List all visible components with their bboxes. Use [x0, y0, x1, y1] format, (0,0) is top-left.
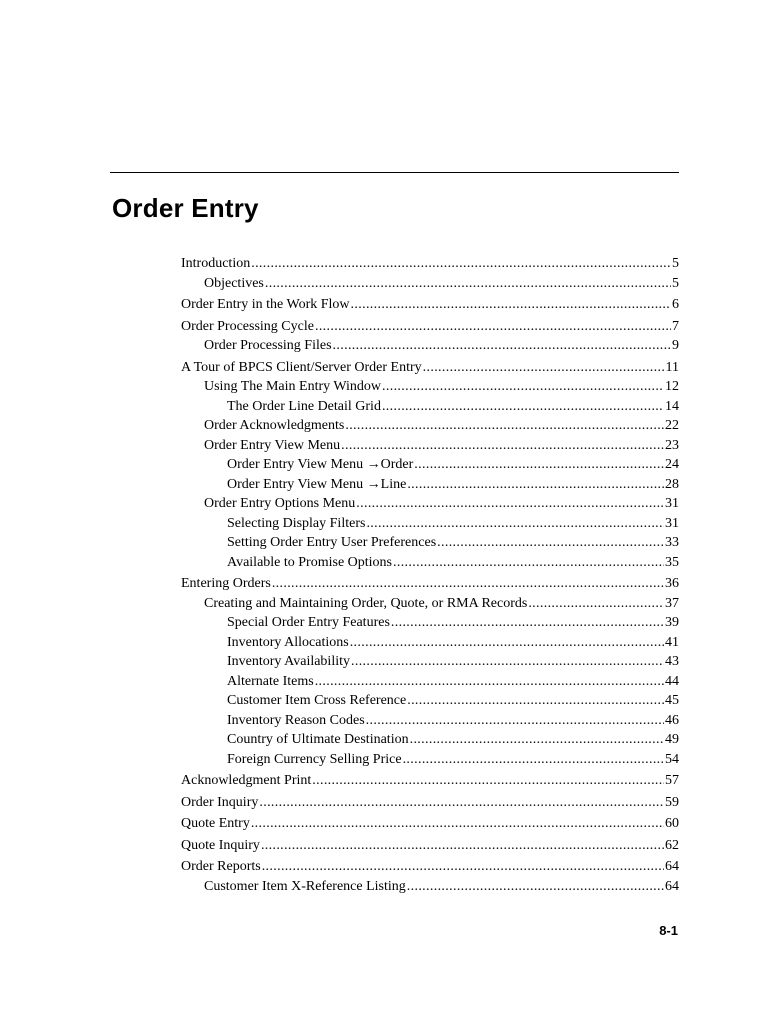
- toc-entry[interactable]: [181, 691, 679, 711]
- dot-leader: [261, 836, 664, 856]
- toc-entry-page: 31: [665, 515, 679, 531]
- toc-entry-title: Order Processing Files: [204, 338, 332, 353]
- toc-entry[interactable]: [181, 494, 679, 514]
- toc-entry-title: The Order Line Detail Grid: [227, 398, 381, 414]
- toc-entry-title: Special Order Entry Features: [227, 615, 390, 630]
- dot-leader: [251, 254, 671, 274]
- toc-entry-page: 64: [665, 878, 679, 894]
- toc-entry[interactable]: [181, 594, 679, 614]
- dot-leader: [528, 594, 664, 614]
- toc-entry-page: 23: [665, 437, 679, 453]
- toc-entry-page: 43: [665, 654, 679, 669]
- dot-leader: [382, 397, 664, 417]
- dot-leader: [366, 514, 664, 534]
- dot-leader: [341, 436, 664, 456]
- toc-entry[interactable]: [181, 533, 679, 553]
- toc-entry[interactable]: [181, 397, 679, 417]
- toc-entry[interactable]: [181, 857, 679, 877]
- toc-entry-title: Order Entry in the Work Flow: [181, 297, 350, 312]
- dot-leader: [403, 750, 664, 770]
- toc-entry-title: Quote Inquiry: [181, 837, 260, 853]
- toc-entry-page: 24: [665, 457, 679, 472]
- toc-entry-page: 36: [665, 576, 679, 591]
- toc-entry-title: Inventory Reason Codes: [227, 712, 365, 728]
- toc-entry[interactable]: [181, 750, 679, 770]
- dot-leader: [272, 574, 664, 594]
- toc-entry[interactable]: [181, 274, 679, 294]
- toc-entry-page: 28: [665, 476, 679, 492]
- toc-entry-title: Country of Ultimate Destination: [227, 732, 409, 747]
- dot-leader: [251, 814, 664, 834]
- toc-entry[interactable]: [181, 377, 679, 397]
- toc-entry[interactable]: [181, 336, 679, 356]
- dot-leader: [407, 691, 664, 711]
- toc-entry-page: 14: [665, 398, 679, 414]
- toc-entry[interactable]: [181, 730, 679, 750]
- toc-entry-title: Available to Promise Options: [227, 554, 392, 570]
- dot-leader: [351, 652, 664, 672]
- toc-entry-page: 11: [665, 359, 679, 375]
- dot-leader: [262, 857, 664, 877]
- dot-leader: [312, 771, 664, 791]
- toc-entry-title: Foreign Currency Selling Price: [227, 751, 402, 767]
- toc-entry[interactable]: [181, 455, 679, 475]
- toc-entry[interactable]: [181, 877, 679, 897]
- toc-entry[interactable]: [181, 814, 679, 834]
- dot-leader: [315, 317, 671, 337]
- toc-entry-page: 12: [665, 379, 679, 394]
- toc-entry[interactable]: [181, 574, 679, 594]
- toc-entry-page: 31: [665, 496, 679, 511]
- toc-entry-page: 57: [665, 773, 679, 788]
- toc-entry[interactable]: [181, 295, 679, 315]
- toc-entry-page: 7: [672, 318, 679, 334]
- toc-entry-page: 46: [665, 712, 679, 728]
- dot-leader: [391, 613, 664, 633]
- dot-leader: [345, 416, 664, 436]
- dot-leader: [350, 633, 664, 653]
- dot-leader: [410, 730, 664, 750]
- toc-entry-title: Order Processing Cycle: [181, 318, 314, 334]
- toc-entry-title: Order Entry View Menu: [204, 437, 341, 453]
- toc-entry-page: 59: [665, 794, 679, 810]
- table-of-contents: [181, 254, 679, 896]
- toc-entry[interactable]: [181, 711, 679, 731]
- toc-entry-page: 44: [665, 673, 679, 689]
- toc-entry-page: 41: [665, 634, 679, 650]
- toc-entry-title: Objectives: [204, 275, 264, 291]
- toc-entry[interactable]: [181, 475, 679, 495]
- toc-entry-page: 39: [665, 615, 679, 630]
- toc-entry-page: 5: [672, 275, 679, 291]
- toc-entry-title: Inventory Availability: [227, 654, 350, 669]
- toc-entry-page: 49: [665, 732, 679, 747]
- toc-entry-title: Customer Item Cross Reference: [227, 693, 407, 708]
- dot-leader: [333, 336, 671, 356]
- toc-entry-title: Selecting Display Filters: [227, 515, 366, 531]
- toc-entry-page: 54: [665, 751, 679, 767]
- toc-entry-title: Order Entry View Menu →Order: [227, 457, 414, 472]
- dot-leader: [414, 455, 664, 475]
- toc-entry[interactable]: [181, 613, 679, 633]
- toc-entry-title: Using The Main Entry Window: [204, 379, 382, 394]
- dot-leader: [407, 475, 664, 495]
- dot-leader: [265, 274, 671, 294]
- toc-entry-page: 5: [672, 256, 679, 271]
- toc-entry-page: 35: [665, 554, 679, 570]
- toc-entry-title: Inventory Allocations: [227, 634, 349, 650]
- dot-leader: [382, 377, 664, 397]
- toc-entry[interactable]: [181, 836, 679, 856]
- toc-entry[interactable]: [181, 633, 679, 653]
- dot-leader: [356, 494, 664, 514]
- toc-entry[interactable]: [181, 436, 679, 456]
- toc-entry-title: Order Inquiry: [181, 794, 259, 810]
- page-number: 8-1: [659, 923, 678, 938]
- toc-entry-title: Introduction: [181, 256, 251, 271]
- toc-entry[interactable]: [181, 254, 679, 274]
- toc-entry[interactable]: [181, 514, 679, 534]
- dot-leader: [423, 358, 665, 378]
- header-rule: [110, 172, 679, 173]
- toc-entry[interactable]: [181, 793, 679, 813]
- toc-entry-page: 45: [665, 693, 679, 708]
- dot-leader: [315, 672, 664, 692]
- toc-entry[interactable]: [181, 358, 679, 378]
- dot-leader: [393, 553, 664, 573]
- dot-leader: [351, 295, 671, 315]
- toc-entry-page: 22: [665, 418, 679, 433]
- toc-entry-page: 9: [672, 338, 679, 353]
- toc-entry[interactable]: [181, 672, 679, 692]
- toc-entry[interactable]: [181, 416, 679, 436]
- toc-entry-title: Acknowledgment Print: [181, 773, 312, 788]
- chapter-title: Order Entry: [112, 193, 259, 223]
- toc-entry-title: Quote Entry: [181, 816, 250, 831]
- toc-entry-page: 6: [672, 297, 679, 312]
- toc-entry-title: Alternate Items: [227, 673, 314, 689]
- toc-entry[interactable]: [181, 771, 679, 791]
- toc-entry-title: Customer Item X-Reference Listing: [204, 878, 406, 894]
- toc-entry-page: 62: [665, 837, 679, 853]
- dot-leader: [437, 533, 664, 553]
- toc-entry[interactable]: [181, 652, 679, 672]
- toc-entry[interactable]: [181, 317, 679, 337]
- toc-entry-title: Setting Order Entry User Preferences: [227, 535, 437, 550]
- toc-entry-title: Creating and Maintaining Order, Quote, or RMA Records: [204, 595, 528, 611]
- toc-entry[interactable]: [181, 553, 679, 573]
- toc-entry-page: 33: [665, 535, 679, 550]
- toc-entry-title: Order Entry Options Menu: [204, 496, 356, 511]
- dot-leader: [366, 711, 664, 731]
- toc-entry-title: Order Reports: [181, 859, 261, 874]
- toc-entry-title: Order Entry View Menu →Line: [227, 476, 407, 492]
- toc-entry-title: Entering Orders: [181, 576, 271, 591]
- toc-entry-page: 64: [665, 859, 679, 874]
- toc-entry-title: Order Acknowledgments: [204, 418, 345, 433]
- toc-entry-page: 37: [665, 595, 679, 611]
- dot-leader: [259, 793, 664, 813]
- toc-entry-title: A Tour of BPCS Client/Server Order Entry: [181, 359, 422, 375]
- dot-leader: [407, 877, 664, 897]
- toc-entry-page: 60: [665, 816, 679, 831]
